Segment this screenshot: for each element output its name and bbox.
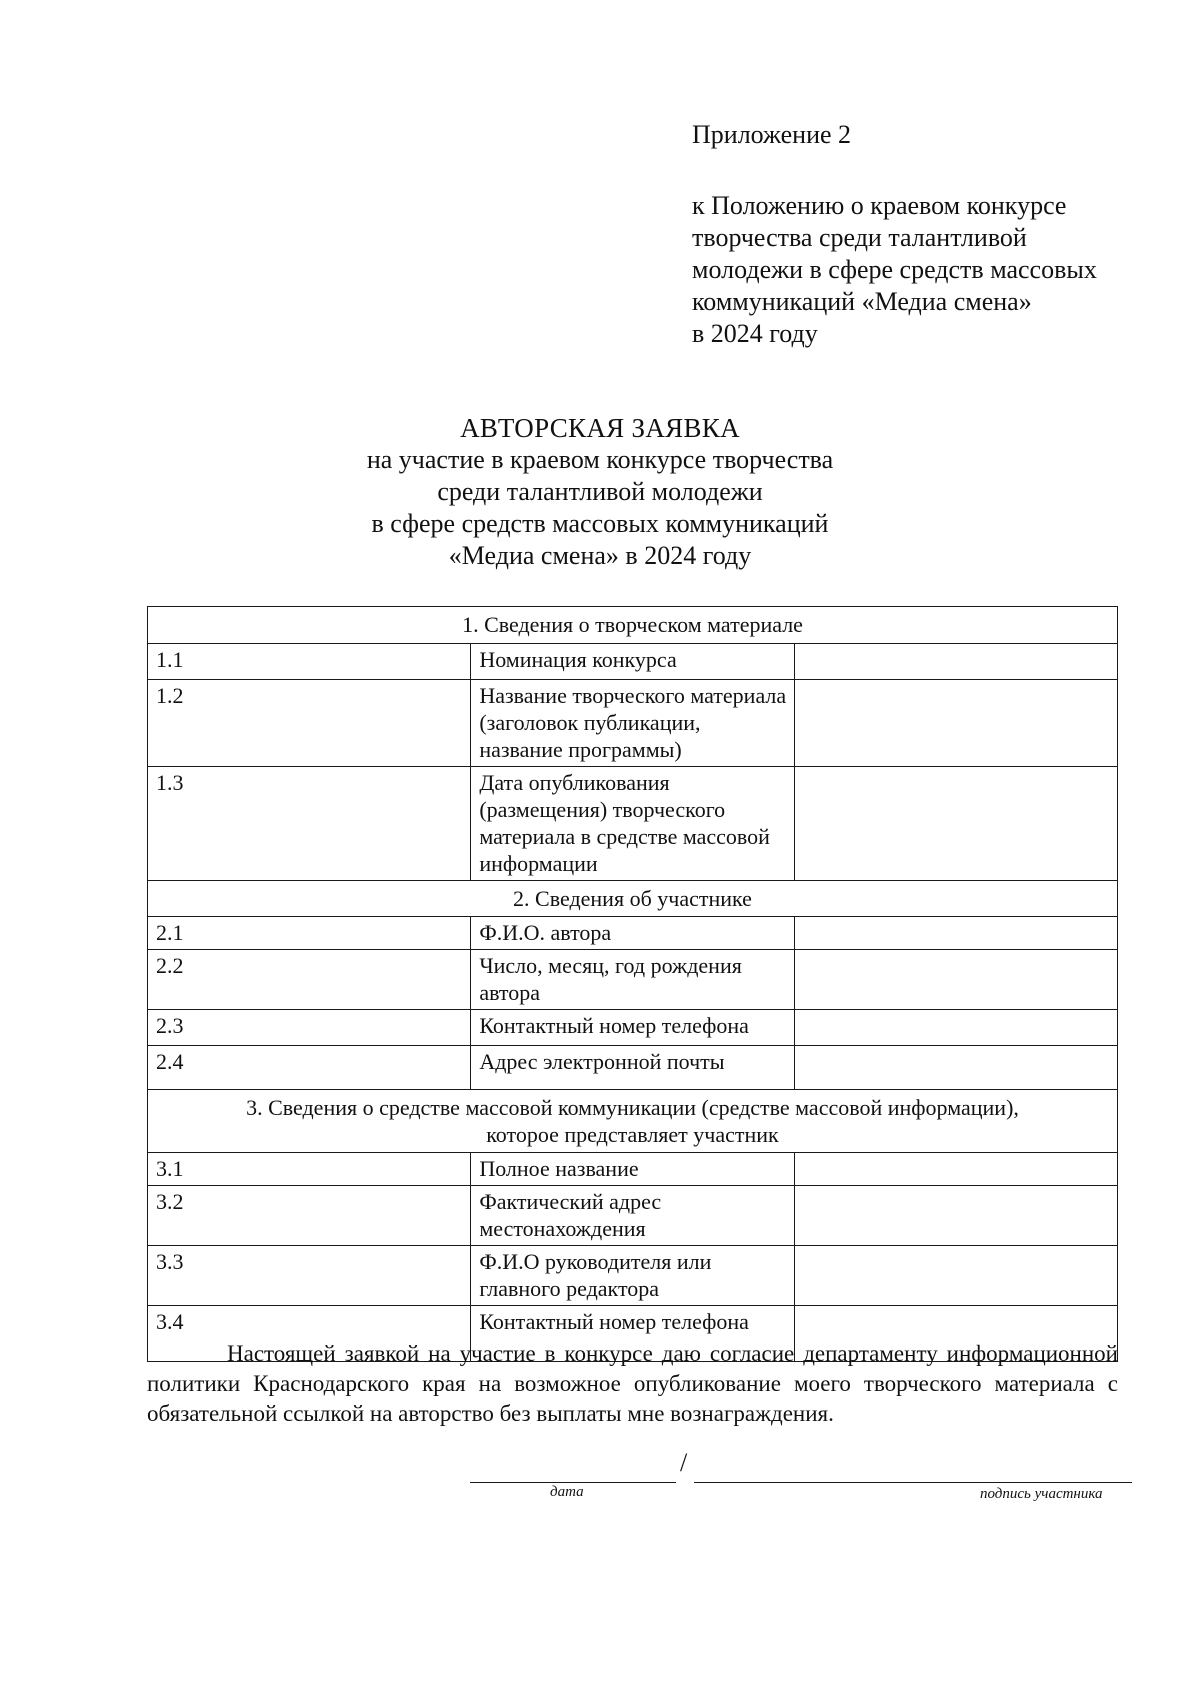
appendix-ref-line: к Положению о краевом конкурсе	[692, 191, 1067, 220]
date-line[interactable]	[470, 1482, 676, 1483]
row-number: 2.4	[148, 1046, 471, 1090]
table-row	[148, 1186, 1118, 1246]
table-row	[148, 950, 1118, 1010]
section-2-heading: 2. Сведения об участнике	[148, 881, 1118, 917]
appendix-ref-line: в 2024 году	[692, 319, 818, 348]
row-number: 2.2	[148, 950, 471, 1010]
row-label: Фактический адрес местонахождения	[471, 1186, 794, 1246]
row-number: 3.2	[148, 1186, 471, 1246]
row-number: 2.3	[148, 1010, 471, 1046]
title-line: на участие в краевом конкурсе творчества	[366, 445, 834, 474]
date-caption: дата	[550, 1484, 584, 1500]
row-number: 3.1	[148, 1153, 471, 1186]
appendix-ref-line: творчества среди талантливой	[692, 223, 1027, 252]
application-form-table	[147, 606, 1118, 1362]
birth-date-field[interactable]	[794, 950, 1117, 1010]
table-row	[148, 1010, 1118, 1046]
signature-line[interactable]	[694, 1482, 1132, 1483]
row-number: 1.2	[148, 680, 471, 767]
section-heading-row	[148, 607, 1118, 644]
media-address-field[interactable]	[794, 1186, 1117, 1246]
row-label: Ф.И.О руководителя или главного редактора	[471, 1246, 794, 1306]
nomination-field[interactable]	[794, 644, 1117, 680]
row-label: Полное название	[471, 1153, 794, 1186]
media-name-field[interactable]	[794, 1153, 1117, 1186]
editor-name-field[interactable]	[794, 1246, 1117, 1306]
title-line: «Медиа смена» в 2024 году	[448, 541, 752, 570]
table-row	[148, 680, 1118, 767]
row-label: Название творческого материала (заголовок публикации, название программы)	[471, 680, 794, 767]
table-row	[148, 917, 1118, 950]
row-number: 1.3	[148, 767, 471, 881]
row-number: 1.1	[148, 644, 471, 680]
signature-caption: подпись участника	[980, 1486, 1103, 1502]
row-label: Адрес электронной почты	[471, 1046, 794, 1090]
signature-separator: /	[680, 1448, 688, 1477]
appendix-reference	[692, 190, 1172, 350]
row-label: Дата опубликования (размещения) творческого материала в средстве массовой информации	[471, 767, 794, 881]
table-row	[148, 767, 1118, 881]
section-heading-row	[148, 881, 1118, 917]
row-number: 2.1	[148, 917, 471, 950]
section-3-heading-line: которое представляет участник	[486, 1122, 779, 1147]
row-label: Номинация конкурса	[471, 644, 794, 680]
title-line: в сфере средств массовых коммуникаций	[371, 509, 829, 538]
document-title	[0, 412, 1200, 572]
table-row	[148, 1153, 1118, 1186]
title-line: среди талантливой молодежи	[437, 477, 763, 506]
title-main: АВТОРСКАЯ ЗАЯВКА	[460, 413, 740, 443]
row-label: Контактный номер телефона	[471, 1010, 794, 1046]
row-label: Ф.И.О. автора	[471, 917, 794, 950]
material-title-field[interactable]	[794, 680, 1117, 767]
table-row	[148, 1046, 1118, 1090]
publication-date-field[interactable]	[794, 767, 1117, 881]
row-label: Контактный номер телефона	[471, 1306, 794, 1362]
section-3-heading	[148, 1090, 1118, 1153]
consent-paragraph: Настоящей заявкой на участие в конкурсе даю согласие департаменту информационной политики Краснодарского края на возможное опубликование моего творческого материала с обязательной ссылкой на авторство без выплаты мне вознаграждения.	[147, 1341, 1118, 1426]
row-number: 3.3	[148, 1246, 471, 1306]
section-1-heading: 1. Сведения о творческом материале	[148, 607, 1118, 644]
row-number: 3.4	[148, 1306, 471, 1362]
author-name-field[interactable]	[794, 917, 1117, 950]
row-label: Число, месяц, год рождения автора	[471, 950, 794, 1010]
email-field[interactable]	[794, 1046, 1117, 1090]
section-3-heading-line: 3. Сведения о средстве массовой коммуникации (средстве массовой информации),	[246, 1095, 1019, 1120]
appendix-ref-line: молодежи в сфере средств массовых	[692, 255, 1097, 284]
table-row	[148, 644, 1118, 680]
author-phone-field[interactable]	[794, 1010, 1117, 1046]
appendix-label: Приложение 2	[692, 120, 852, 149]
section-heading-row	[148, 1090, 1118, 1153]
table-row	[148, 1246, 1118, 1306]
appendix-ref-line: коммуникаций «Медиа смена»	[692, 287, 1032, 316]
